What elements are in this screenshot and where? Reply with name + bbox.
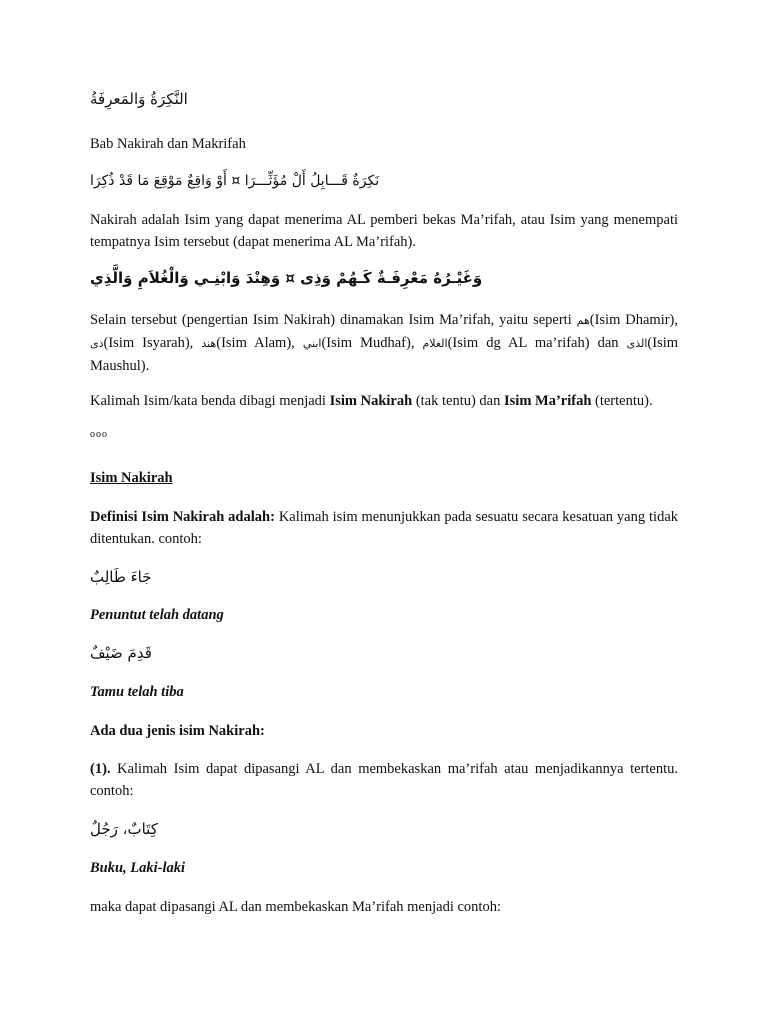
para2-text-7: (Isim Maushul). bbox=[90, 335, 679, 374]
paragraph-nakirah-definition: Nakirah adalah Isim yang dapat menerima AL pemberi bekas Ma’rifah, atau Isim yang menempati tempatnya Isim tersebut (dapat menerima AL Ma’rifah). bbox=[90, 212, 678, 250]
para2-text-5: (Isim Mudhaf), bbox=[321, 335, 423, 351]
paragraph-definition bbox=[90, 506, 678, 550]
para2-text-6: (Isim dg AL ma’rifah) dan bbox=[447, 335, 627, 351]
para3-bold-2: Isim Ma’rifah bbox=[504, 393, 592, 409]
separator: ooo bbox=[90, 429, 108, 440]
example-3-translation-text: Buku, Laki-laki bbox=[90, 860, 186, 876]
example-2-arabic: قَدِمَ ضَيْفٌ bbox=[90, 644, 152, 662]
para2-arabic-2: ذى bbox=[90, 337, 104, 350]
heading-isim-nakirah bbox=[90, 467, 678, 489]
para2-text-4: (Isim Alam), bbox=[216, 335, 303, 351]
paragraph-last: maka dapat dipasangi AL dan membekaskan Ma’rifah menjadi contoh: bbox=[90, 899, 501, 915]
heading-isim-nakirah-text: Isim Nakirah bbox=[90, 470, 173, 486]
title-arabic: النَّكِرَةُ وَالمَعرِفَةُ bbox=[90, 90, 188, 108]
verse-2-arabic: وَغَيْـرُهُ مَعْرِفَـةٌ كَـهُمْ وَذِى ¤ وَهِنْدَ وَابْنِـي وَالْغُلاَمِ وَالَّذِي bbox=[90, 269, 483, 287]
definition-bold: Definisi Isim Nakirah adalah: bbox=[90, 509, 275, 525]
para2-text-2: (Isim Dhamir), bbox=[589, 312, 678, 328]
heading-jenis-nakirah-text: Ada dua jenis isim Nakirah: bbox=[90, 723, 265, 739]
list-item-1-number: (1). bbox=[90, 761, 111, 777]
example-2-translation bbox=[90, 681, 678, 703]
para2-arabic-1: هم bbox=[576, 314, 590, 327]
paragraph-marifah-examples bbox=[90, 309, 678, 377]
example-3-arabic: كِتَابٌ، رَجُلٌ bbox=[90, 820, 158, 838]
para3-bold-1: Isim Nakirah bbox=[329, 393, 413, 409]
para3-text-1: Kalimah Isim/kata benda dibagi menjadi bbox=[90, 393, 330, 409]
verse-1-arabic: نَكِرَةٌ قَـــابِلُ أَلْ مُؤَثِّـــرَا ¤ أَوْ وَاقِعٌ مَوْقِعَ مَا قَدْ ذُكِرَا bbox=[90, 173, 380, 189]
para3-text-2: (tak tentu) dan bbox=[412, 393, 504, 409]
para3-text-3: (tertentu). bbox=[591, 393, 653, 409]
example-2-translation-text: Tamu telah tiba bbox=[90, 684, 184, 700]
para2-arabic-4: ابني bbox=[302, 337, 322, 350]
para2-text-3: (Isim Isyarah), bbox=[103, 335, 202, 351]
example-1-translation bbox=[90, 604, 678, 626]
para2-arabic-6: الذى bbox=[626, 337, 648, 350]
definition-text: Kalimah isim menunjukkan pada sesuatu secara kesatuan yang tidak ditentukan. contoh: bbox=[90, 509, 678, 547]
list-item-1-text: Kalimah Isim dapat dipasangi AL dan membekaskan ma’rifah atau menjadikannya tertentu. contoh: bbox=[90, 761, 678, 799]
heading-jenis-nakirah bbox=[90, 720, 678, 742]
list-item-1 bbox=[90, 758, 678, 802]
example-1-translation-text: Penuntut telah datang bbox=[90, 607, 224, 623]
para2-arabic-5: الغلام bbox=[422, 337, 448, 350]
para2-arabic-3: هند bbox=[201, 337, 217, 350]
paragraph-isim-division bbox=[90, 390, 678, 412]
para2-text-1: Selain tersebut (pengertian Isim Nakirah) dinamakan Isim Ma’rifah, yaitu seperti bbox=[90, 312, 577, 328]
subtitle: Bab Nakirah dan Makrifah bbox=[90, 136, 246, 152]
example-1-arabic: جَاءَ طَالِبٌ bbox=[90, 568, 152, 586]
example-3-translation bbox=[90, 857, 678, 879]
